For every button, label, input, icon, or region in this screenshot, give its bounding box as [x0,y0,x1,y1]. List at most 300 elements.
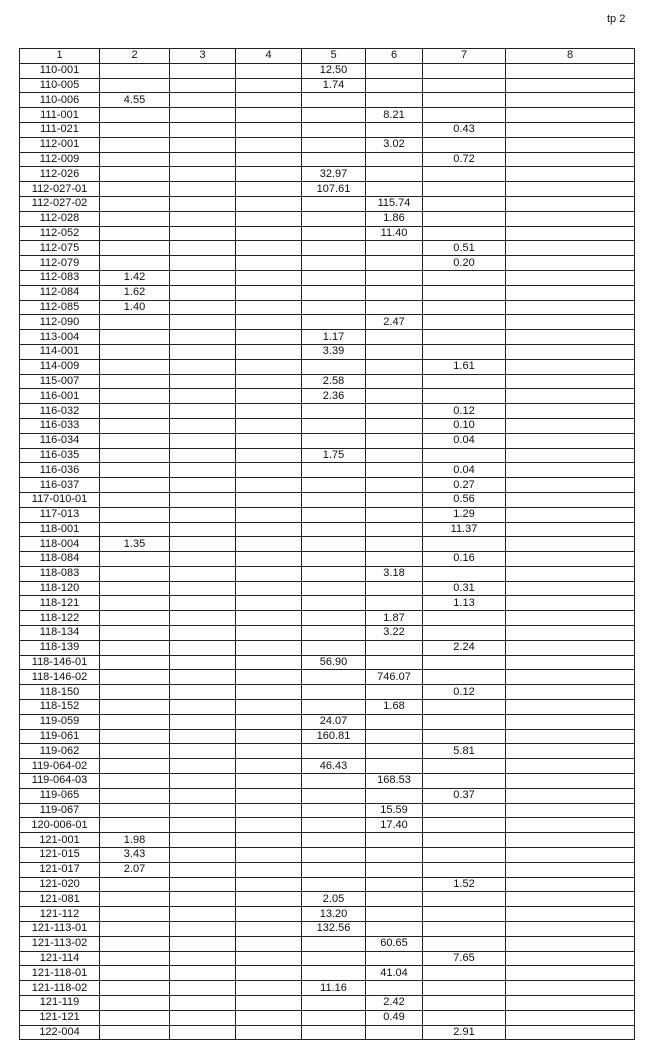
row-id-cell: 119-064-02 [20,759,100,774]
table-cell [170,182,236,197]
row-id-cell: 118-152 [20,700,100,715]
table-cell [100,418,170,433]
table-cell [302,996,366,1011]
table-row [20,951,635,966]
table-cell [423,774,506,789]
table-cell: 3.18 [366,566,423,581]
table-cell [506,833,635,848]
table-cell [302,744,366,759]
row-id-cell: 116-035 [20,448,100,463]
table-cell [170,759,236,774]
row-id-cell: 112-001 [20,137,100,152]
table-cell [170,966,236,981]
table-cell [170,774,236,789]
table-cell [302,492,366,507]
row-id-cell: 118-083 [20,566,100,581]
table-cell [236,552,302,567]
table-cell: 13.20 [302,907,366,922]
row-id-cell: 110-006 [20,93,100,108]
table-cell: 3.39 [302,344,366,359]
table-cell [236,892,302,907]
table-cell [366,404,423,419]
table-cell [236,196,302,211]
table-cell [100,522,170,537]
table-cell [366,448,423,463]
table-cell [302,433,366,448]
table-cell: 0.43 [423,122,506,137]
table-row [20,300,635,315]
table-cell [506,596,635,611]
table-cell: 5.81 [423,744,506,759]
table-cell [506,270,635,285]
table-cell [506,922,635,937]
table-cell [100,478,170,493]
table-cell [366,981,423,996]
table-cell [236,877,302,892]
table-cell: 32.97 [302,167,366,182]
table-cell [236,359,302,374]
table-cell: 1.74 [302,78,366,93]
table-cell [236,344,302,359]
table-cell: 0.27 [423,478,506,493]
table-row [20,936,635,951]
table-cell [100,507,170,522]
table-cell [366,759,423,774]
table-cell [366,640,423,655]
table-cell [236,966,302,981]
table-cell [366,359,423,374]
row-id-cell: 119-062 [20,744,100,759]
table-cell [170,729,236,744]
table-cell: 11.40 [366,226,423,241]
table-cell [366,167,423,182]
table-cell [423,108,506,123]
table-row [20,122,635,137]
row-id-cell: 121-119 [20,996,100,1011]
table-cell [236,63,302,78]
table-cell [170,478,236,493]
table-cell [100,996,170,1011]
table-cell [366,433,423,448]
table-row [20,685,635,700]
row-id-cell: 121-118-01 [20,966,100,981]
table-cell [302,774,366,789]
table-row [20,670,635,685]
table-cell [170,611,236,626]
table-cell [423,862,506,877]
table-cell: 41.04 [366,966,423,981]
table-cell [302,211,366,226]
table-cell [506,729,635,744]
table-cell: 107.61 [302,182,366,197]
table-cell: 2.58 [302,374,366,389]
table-cell [170,63,236,78]
row-id-cell: 112-075 [20,241,100,256]
table-cell [170,581,236,596]
table-cell [506,507,635,522]
table-cell [100,922,170,937]
table-cell: 0.49 [366,1010,423,1025]
table-row [20,211,635,226]
table-cell: 1.62 [100,285,170,300]
table-cell [302,552,366,567]
table-cell [423,374,506,389]
table-cell [100,774,170,789]
table-cell: 168.53 [366,774,423,789]
table-cell: 2.05 [302,892,366,907]
table-cell [100,981,170,996]
table-row [20,167,635,182]
row-id-cell: 120-006-01 [20,818,100,833]
table-row [20,285,635,300]
table-cell [236,522,302,537]
table-cell [366,581,423,596]
table-cell [506,907,635,922]
row-id-cell: 116-032 [20,404,100,419]
row-id-cell: 112-052 [20,226,100,241]
table-cell [506,256,635,271]
table-cell [236,152,302,167]
table-cell [236,1010,302,1025]
table-cell [423,137,506,152]
table-cell [366,848,423,863]
column-header-5: 5 [302,49,366,64]
table-cell [302,833,366,848]
table-cell [170,655,236,670]
table-cell [236,122,302,137]
table-cell [236,256,302,271]
table-row [20,78,635,93]
table-cell [302,522,366,537]
table-cell [236,803,302,818]
table-cell [236,729,302,744]
row-id-cell: 121-001 [20,833,100,848]
row-id-cell: 111-001 [20,108,100,123]
table-cell: 2.24 [423,640,506,655]
table-row [20,744,635,759]
table-cell [100,492,170,507]
table-cell [366,922,423,937]
table-cell [506,1025,635,1040]
table-cell [506,581,635,596]
table-cell [100,167,170,182]
table-cell [236,862,302,877]
table-cell [100,433,170,448]
table-row [20,611,635,626]
table-cell [506,744,635,759]
table-cell [423,78,506,93]
table-cell: 3.22 [366,626,423,641]
table-cell [100,611,170,626]
table-cell [506,182,635,197]
table-cell: 1.13 [423,596,506,611]
table-cell [100,315,170,330]
row-id-cell: 119-065 [20,788,100,803]
table-cell [170,744,236,759]
table-row [20,892,635,907]
table-cell [506,936,635,951]
table-cell: 24.07 [302,714,366,729]
table-cell [170,330,236,345]
table-cell [170,522,236,537]
table-cell: 2.91 [423,1025,506,1040]
table-cell [100,744,170,759]
table-cell [170,700,236,715]
table-cell: 3.02 [366,137,423,152]
table-row [20,788,635,803]
row-id-cell: 112-027-01 [20,182,100,197]
row-id-cell: 119-059 [20,714,100,729]
table-cell [302,803,366,818]
row-id-cell: 118-084 [20,552,100,567]
table-cell [423,818,506,833]
table-row [20,803,635,818]
row-id-cell: 121-118-02 [20,981,100,996]
table-cell [423,300,506,315]
table-cell: 2.47 [366,315,423,330]
table-cell [100,907,170,922]
table-cell [506,670,635,685]
table-cell [100,359,170,374]
table-cell [366,300,423,315]
table-cell [100,226,170,241]
table-cell [100,78,170,93]
page-number-label: tp 2 [607,13,626,25]
table-cell [302,611,366,626]
table-cell [423,714,506,729]
table-cell [302,685,366,700]
table-cell: 0.04 [423,463,506,478]
row-id-cell: 114-009 [20,359,100,374]
table-cell: 12.50 [302,63,366,78]
table-cell [236,285,302,300]
table-cell [170,93,236,108]
table-cell [170,714,236,729]
column-header-1: 1 [20,49,100,64]
table-cell [423,196,506,211]
table-cell [423,700,506,715]
table-cell [366,256,423,271]
table-cell [506,611,635,626]
table-cell [366,418,423,433]
table-row [20,700,635,715]
table-row [20,626,635,641]
row-id-cell: 115-007 [20,374,100,389]
table-cell: 132.56 [302,922,366,937]
table-cell [170,685,236,700]
table-cell [236,537,302,552]
table-cell [506,108,635,123]
table-row [20,818,635,833]
column-header-3: 3 [170,49,236,64]
table-cell [506,951,635,966]
table-cell [506,537,635,552]
table-row [20,478,635,493]
table-cell [100,256,170,271]
table-cell: 1.75 [302,448,366,463]
table-row [20,581,635,596]
table-cell [170,196,236,211]
table-row [20,152,635,167]
row-id-cell: 112-009 [20,152,100,167]
table-cell [506,330,635,345]
table-cell [100,211,170,226]
table-cell [236,389,302,404]
row-id-cell: 116-037 [20,478,100,493]
table-row [20,552,635,567]
table-row [20,1025,635,1040]
table-cell [302,1010,366,1025]
table-cell [506,685,635,700]
table-cell [100,241,170,256]
row-id-cell: 118-146-01 [20,655,100,670]
table-row [20,344,635,359]
table-cell [302,463,366,478]
table-cell [100,685,170,700]
table-cell: 8.21 [366,108,423,123]
table-cell [506,655,635,670]
row-id-cell: 121-113-01 [20,922,100,937]
row-id-cell: 121-081 [20,892,100,907]
table-cell [170,433,236,448]
table-cell [170,344,236,359]
table-cell [100,122,170,137]
row-id-cell: 110-001 [20,63,100,78]
table-cell [170,788,236,803]
table-cell [506,137,635,152]
row-id-cell: 119-064-03 [20,774,100,789]
table-cell [506,1010,635,1025]
row-id-cell: 112-026 [20,167,100,182]
table-cell [366,1025,423,1040]
row-id-cell: 118-001 [20,522,100,537]
table-cell [236,700,302,715]
row-id-cell: 118-004 [20,537,100,552]
table-cell [236,330,302,345]
table-cell [100,788,170,803]
table-row [20,907,635,922]
table-cell [506,463,635,478]
table-cell: 60.65 [366,936,423,951]
table-cell [100,137,170,152]
table-cell [236,374,302,389]
table-cell [100,566,170,581]
table-cell [423,759,506,774]
table-cell [100,404,170,419]
table-cell [506,285,635,300]
table-cell [423,285,506,300]
table-cell [506,122,635,137]
table-cell [170,670,236,685]
table-cell [170,981,236,996]
table-cell [366,507,423,522]
table-cell [236,433,302,448]
row-id-cell: 118-134 [20,626,100,641]
table-cell [302,359,366,374]
row-id-cell: 121-020 [20,877,100,892]
table-cell [366,241,423,256]
table-cell: 1.29 [423,507,506,522]
table-cell [170,833,236,848]
table-cell [236,833,302,848]
table-cell [236,478,302,493]
table-cell: 115.74 [366,196,423,211]
table-cell [236,418,302,433]
table-cell [100,182,170,197]
table-cell [100,389,170,404]
table-row [20,93,635,108]
data-table [19,48,635,1040]
table-cell [506,492,635,507]
table-cell [506,714,635,729]
table-cell [236,907,302,922]
table-row [20,1010,635,1025]
table-cell [366,389,423,404]
table-cell [302,270,366,285]
table-row [20,226,635,241]
table-cell: 0.31 [423,581,506,596]
table-cell [170,862,236,877]
table-cell [170,300,236,315]
row-id-cell: 118-146-02 [20,670,100,685]
table-cell [170,1025,236,1040]
table-cell: 2.42 [366,996,423,1011]
table-cell [236,270,302,285]
table-cell [236,507,302,522]
table-cell [170,537,236,552]
table-cell [366,78,423,93]
table-cell [366,478,423,493]
table-cell [423,167,506,182]
table-cell [423,729,506,744]
table-cell [506,196,635,211]
table-row [20,448,635,463]
row-id-cell: 118-139 [20,640,100,655]
table-cell [236,492,302,507]
table-cell [236,241,302,256]
table-cell [302,122,366,137]
table-cell [236,93,302,108]
table-cell [170,108,236,123]
table-cell [506,759,635,774]
table-cell [170,167,236,182]
table-cell [170,152,236,167]
table-row [20,507,635,522]
table-row [20,196,635,211]
table-cell [100,344,170,359]
table-cell [170,640,236,655]
table-cell [506,478,635,493]
table-cell [366,729,423,744]
row-id-cell: 112-085 [20,300,100,315]
table-cell: 160.81 [302,729,366,744]
table-cell [302,818,366,833]
table-cell [506,241,635,256]
table-cell [170,315,236,330]
table-cell [506,552,635,567]
table-cell [236,685,302,700]
table-cell [366,862,423,877]
table-cell [100,759,170,774]
table-cell [236,714,302,729]
table-cell [236,226,302,241]
table-cell: 4.55 [100,93,170,108]
table-cell [100,330,170,345]
table-cell [366,596,423,611]
table-cell [100,670,170,685]
table-cell [302,788,366,803]
table-cell [302,137,366,152]
